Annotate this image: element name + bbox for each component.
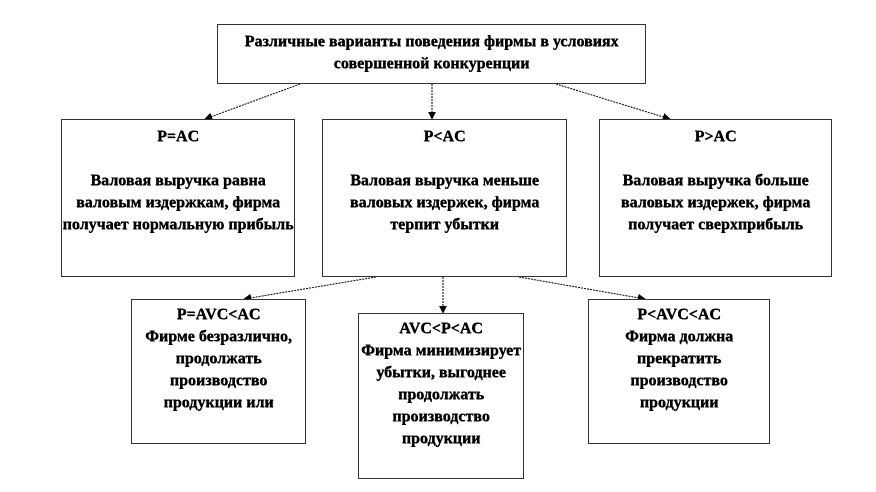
node-text: Валовая выручка меньше валовых издержек, фирма терпит убытки (349, 172, 540, 233)
arrow-top-to-p-gt-ac (556, 84, 670, 119)
arrow-p-lt-ac-to-p-eq-avc (244, 277, 376, 299)
node-title: P=AVC<AC (176, 306, 261, 323)
arrow-top-to-p-eq-ac (205, 84, 300, 119)
node-text: Фирма должна прекратить производство продукции (624, 328, 734, 411)
root-node-text: Различные варианты поведения фирмы в условиях совершенной конкуренции (244, 33, 619, 72)
node-p-less-than-ac (322, 119, 567, 277)
node-text: Фирма минимизирует убытки, выгоднее продолжать производство продукции (361, 342, 521, 447)
node-p-equals-avc (131, 299, 306, 444)
node-title: P=AC (157, 128, 199, 145)
node-title: P<AVC<AC (637, 306, 721, 323)
node-title: AVC<P<AC (399, 320, 483, 337)
node-text: Валовая выручка больше валовых издержек, фирма получает сверхприбыль (620, 172, 811, 233)
root-node (217, 24, 646, 84)
node-text: Валовая выручка равна валовым издержкам, фирма получает нормальную прибыль (62, 172, 294, 233)
arrow-p-lt-ac-to-p-lt-avc (519, 277, 645, 299)
node-text: Фирме безразлично, продолжать производство продукции или (145, 328, 292, 411)
node-title: P>AC (694, 128, 737, 145)
node-title: P<AC (423, 128, 466, 145)
node-p-greater-than-ac (599, 119, 832, 277)
node-p-equals-ac (61, 119, 295, 277)
node-p-less-than-avc (588, 299, 770, 444)
node-avc-less-than-p (358, 313, 524, 479)
